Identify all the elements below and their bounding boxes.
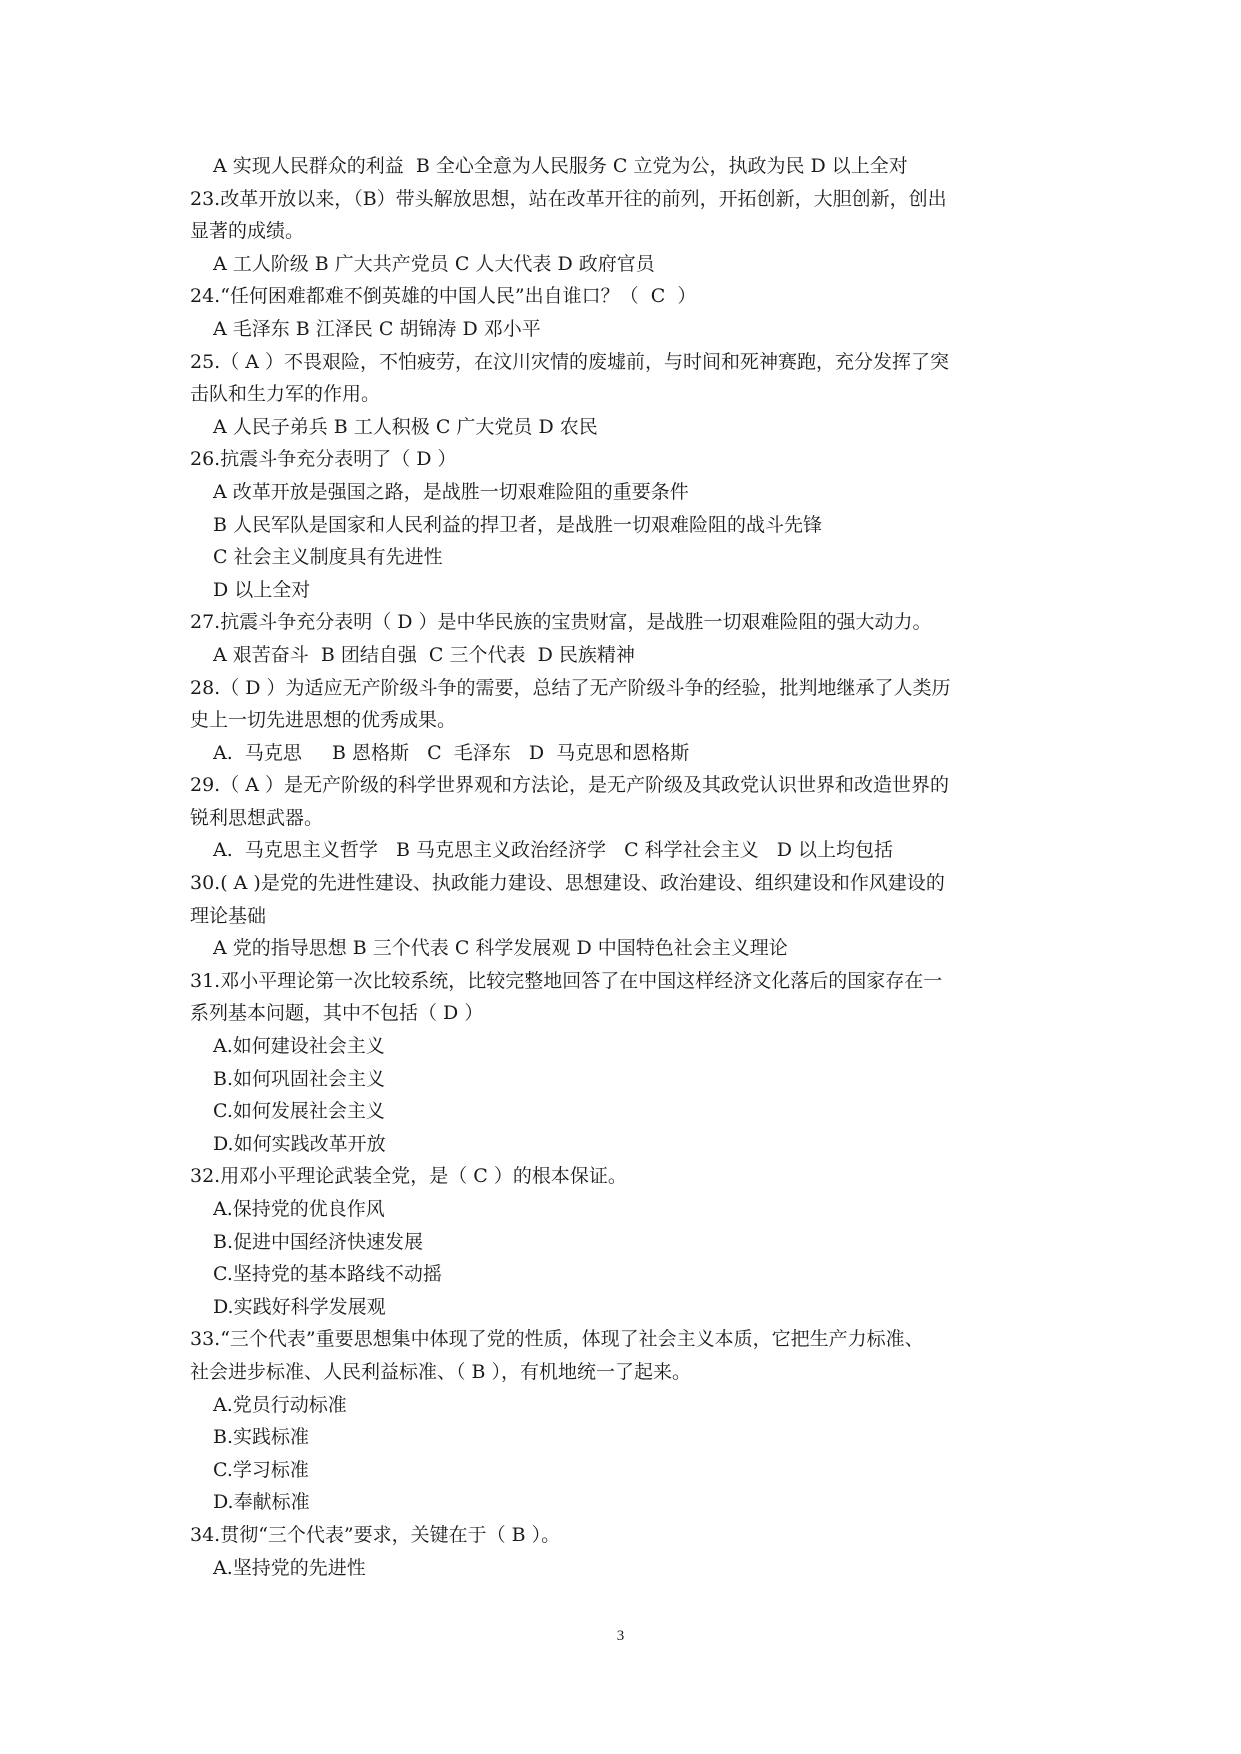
- answer-option-line: B.如何巩固社会主义: [213, 1067, 386, 1090]
- answer-option-line: B 人民军队是国家和人民利益的捍卫者，是战胜一切艰难险阻的战斗先锋: [213, 513, 823, 536]
- question-line: 锐利思想武器。: [190, 806, 324, 829]
- question-line: 显著的成绩。: [190, 220, 305, 243]
- answer-option-line: A. 马克思主义哲学 B 马克思主义政治经济学 C 科学社会主义 D 以上均包括: [213, 839, 894, 862]
- answer-option-line: A 毛泽东 B 江泽民 C 胡锦涛 D 邓小平: [213, 317, 541, 340]
- question-line: 23.改革开放以来，（B）带头解放思想，站在改革开往的前列，开拓创新，大胆创新，创出: [190, 187, 947, 210]
- question-line: 24.“任何困难都难不倒英雄的中国人民”出自谁口？（ C ）: [190, 285, 697, 308]
- answer-option-line: B.实践标准: [213, 1426, 310, 1449]
- question-line: 击队和生力军的作用。: [190, 383, 381, 406]
- answer-option-line: D 以上全对: [213, 578, 311, 601]
- answer-option-line: C.学习标准: [213, 1458, 309, 1481]
- answer-option-line: C.坚持党的基本路线不动摇: [213, 1263, 442, 1286]
- question-line: 27.抗震斗争充分表明（ D ）是中华民族的宝贵财富，是战胜一切艰难险阻的强大动力。: [190, 611, 932, 634]
- question-line: 系列基本问题，其中不包括（ D ）: [190, 1002, 484, 1025]
- answer-option-line: A 改革开放是强国之路，是战胜一切艰难险阻的重要条件: [213, 480, 689, 503]
- answer-option-line: D.奉献标准: [213, 1491, 310, 1514]
- question-line: 社会进步标准、人民利益标准、（ B ），有机地统一了起来。: [190, 1360, 692, 1383]
- answer-option-line: C 社会主义制度具有先进性: [213, 546, 443, 569]
- question-line: 33.“三个代表”重要思想集中体现了党的性质，体现了社会主义本质，它把生产力标准、: [190, 1328, 924, 1351]
- answer-option-line: C.如何发展社会主义: [213, 1100, 385, 1123]
- answer-option-line: A 工人阶级 B 广大共产党员 C 人大代表 D 政府官员: [213, 252, 655, 275]
- question-line: 理论基础: [190, 904, 267, 927]
- question-line: 30.( A )是党的先进性建设、执政能力建设、思想建设、政治建设、组织建设和作风建设的: [190, 872, 945, 895]
- answer-option-line: B.促进中国经济快速发展: [213, 1230, 424, 1253]
- question-line: 史上一切先进思想的优秀成果。: [190, 709, 457, 732]
- question-line: 25.（ A ）不畏艰险，不怕疲劳，在汶川灾情的废墟前，与时间和死神赛跑，充分发挥了突: [190, 350, 950, 373]
- answer-option-line: A.如何建设社会主义: [213, 1035, 385, 1058]
- question-line: 31.邓小平理论第一次比较系统，比较完整地回答了在中国这样经济文化落后的国家存在一: [190, 969, 943, 992]
- question-line: 34.贯彻“三个代表”要求，关键在于（ B ）。: [190, 1523, 561, 1546]
- question-line: 26.抗震斗争充分表明了（ D ）: [190, 448, 457, 471]
- question-line: 29.（ A ）是无产阶级的科学世界观和方法论，是无产阶级及其政党认识世界和改造世界的: [190, 774, 950, 797]
- answer-option-line: D.如何实践改革开放: [213, 1132, 386, 1155]
- answer-option-line: A 党的指导思想 B 三个代表 C 科学发展观 D 中国特色社会主义理论: [213, 937, 788, 960]
- answer-option-line: A.坚持党的先进性: [213, 1556, 366, 1579]
- answer-option-line: A.党员行动标准: [213, 1393, 347, 1416]
- question-line: 32.用邓小平理论武装全党，是（ C ）的根本保证。: [190, 1165, 627, 1188]
- answer-option-line: D.实践好科学发展观: [213, 1295, 386, 1318]
- answer-option-line: A. 马克思 B 恩格斯 C 毛泽东 D 马克思和恩格斯: [213, 741, 690, 764]
- question-line: 28.（ D ）为适应无产阶级斗争的需要，总结了无产阶级斗争的经验，批判地继承了人类历: [190, 676, 951, 699]
- answer-option-line: A.保持党的优良作风: [213, 1198, 385, 1220]
- answer-option-line: A 实现人民群众的利益 B 全心全意为人民服务 C 立党为公，执政为民 D 以上全对: [213, 155, 908, 177]
- document-body: [190, 150, 1070, 1584]
- answer-option-line: A 艰苦奋斗 B 团结自强 C 三个代表 D 民族精神: [213, 643, 635, 666]
- page-number: 3: [616, 1628, 625, 1644]
- answer-option-line: A 人民子弟兵 B 工人积极 C 广大党员 D 农民: [213, 415, 598, 438]
